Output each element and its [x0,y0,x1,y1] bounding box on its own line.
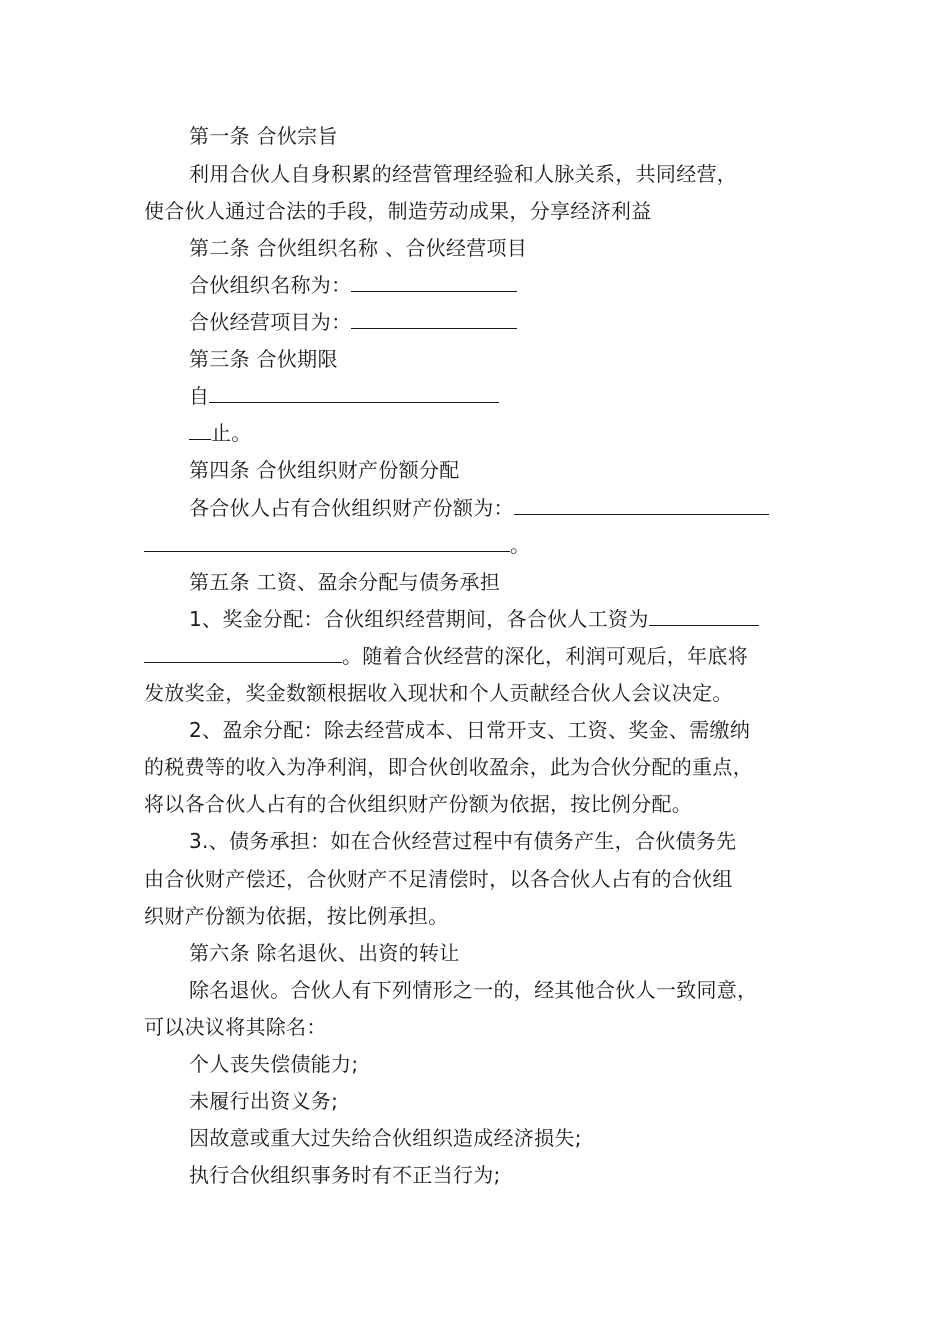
share-line-cont [144,532,814,558]
term-start-blank [209,384,499,403]
paragraph-line: 2、盈余分配：除去经营成本、日常开支、工资、奖金、需缴纳 [189,718,751,742]
paragraph-line: 由合伙财产偿还，合伙财产不足清偿时，以各合伙人占有的合伙组 [144,867,733,891]
term-end-blank [189,421,211,440]
salary-blank-cont [144,644,342,663]
article-6-heading: 第六条 除名退伙、出资的转让 [189,941,460,965]
paragraph-line: 利用合伙人自身积累的经营管理经验和人脉关系，共同经营， [189,162,738,186]
term-end-label: 止。 [211,421,252,445]
paragraph-line: 使合伙人通过合法的手段，制造劳动成果，分享经济利益 [144,199,652,223]
business-item-line [189,309,814,335]
paragraph-line: 除名退伙。合伙人有下列情形之一的，经其他合伙人一致同意， [189,978,758,1002]
share-label: 各合伙人占有合伙组织财产份额为： [189,496,514,520]
term-start-line [189,383,814,409]
list-item: 个人丧失偿债能力; [189,1052,359,1076]
business-item-label: 合伙经营项目为： [189,310,352,334]
article-2-heading: 第二条 合伙组织名称 、合伙经营项目 [189,236,528,260]
org-name-line [189,272,814,298]
share-blank [514,496,769,515]
list-item: 未履行出资义务; [189,1089,339,1113]
salary-blank [649,607,759,626]
article-3-heading: 第三条 合伙期限 [189,347,338,371]
list-item: 执行合伙组织事务时有不正当行为; [189,1163,501,1187]
share-line [189,495,814,521]
paragraph-line: 发放奖金，奖金数额根据收入现状和个人贡献经合伙人会议决定。 [144,681,733,705]
bonus-line-cont [144,643,814,669]
article-5-heading: 第五条 工资、盈余分配与债务承担 [189,570,501,594]
business-item-blank [351,310,517,329]
list-item: 因故意或重大过失给合伙组织造成经济损失; [189,1126,582,1150]
article-4-heading: 第四条 合伙组织财产份额分配 [189,458,460,482]
term-start-label: 自 [189,384,210,408]
share-end: 。 [510,533,531,557]
org-name-label: 合伙组织名称为： [189,273,352,297]
share-blank-cont [144,533,510,552]
paragraph-line: 可以决议将其除名： [144,1015,327,1039]
paragraph-line: 将以各合伙人占有的合伙组织财产份额为依据，按比例分配。 [144,792,693,816]
term-end-line [189,420,814,446]
bonus-label: 1、奖金分配：合伙组织经营期间，各合伙人工资为 [189,607,649,631]
bonus-line [189,606,814,632]
paragraph-line: 的税费等的收入为净利润，即合伙创收盈余，此为合伙分配的重点， [144,755,753,779]
article-1-heading: 第一条 合伙宗旨 [189,124,338,148]
paragraph-line: 3.、债务承担：如在合伙经营过程中有债务产生，合伙债务先 [189,829,737,853]
bonus-cont-text: 。随着合伙经营的深化，利润可观后，年底将 [342,644,748,668]
paragraph-line: 织财产份额为依据，按比例承担。 [144,904,449,928]
org-name-blank [351,273,517,292]
